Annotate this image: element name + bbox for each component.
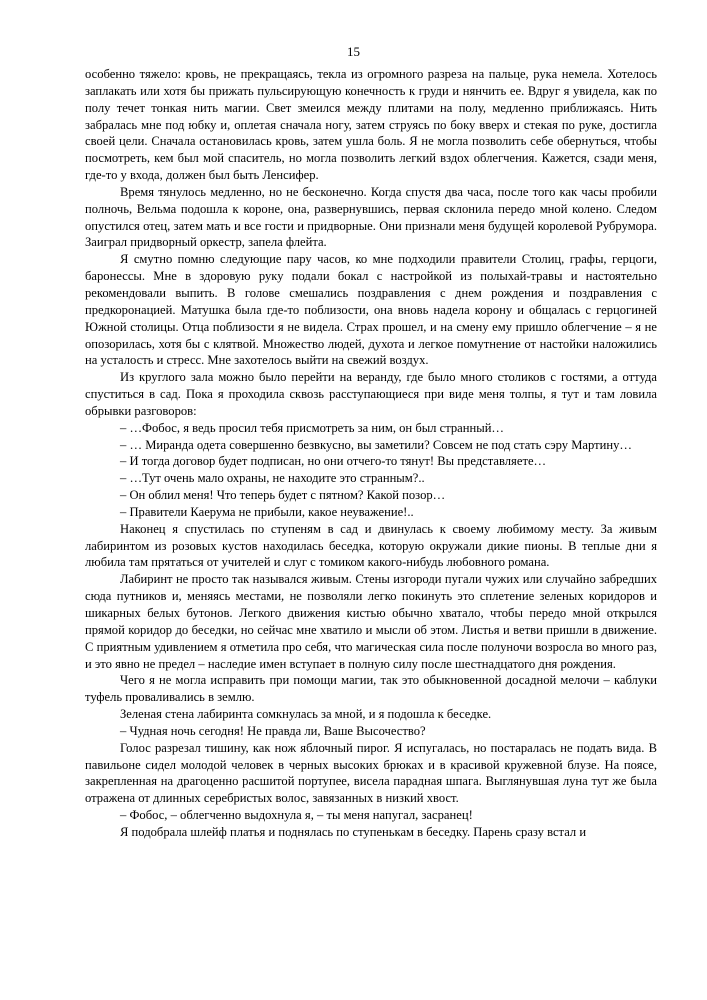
paragraph: Зеленая стена лабиринта сомкнулась за мной, и я подошла к беседке. (120, 707, 492, 722)
dialogue-line: – …Фобос, я ведь просил тебя присмотреть за ним, он был странный… (120, 420, 505, 435)
dialogue-line: – Фобос, – облегченно выдохнула я, – ты меня напугал, засранец! (120, 808, 473, 823)
dialogue-line: – Правители Каерума не прибыли, какое неуважение!.. (120, 504, 414, 519)
dialogue-line: – И тогда договор будет подписан, но они отчего-то тянут! Вы представляете… (120, 454, 547, 469)
paragraph: Наконец я спустилась по ступеням в сад и двинулась к своему любимому месту. За живым лабиринтом из розовых кустов находилась беседка, которую окружали дикие пионы. В теплые дни я любила там прятаться от учителей и слуг с томиком какого-нибудь любовного романа. (85, 521, 657, 570)
dialogue-line: – … Миранда одета совершенно безвкусно, вы заметили? Совсем не под стать сэру Мартину… (120, 437, 632, 452)
paragraph: Я смутно помню следующие пару часов, ко мне подходили правители Столиц, графы, герцоги, баронессы. Мне в здоровую руку подали бокал с настройкой из полыхай-травы и настоятельно рекомендовали выпить. В голове смешались поздравления с днем рождения и поздравления с предкоронацией. Матушка была где-то поблизости, она вновь надела корону и общалась с герцогиней Южной столицы. Отца поблизости я не видела. Страх прошел, и на смену ему пришло облегчение – я не опозорилась, хотя бы с клятвой. Множество людей, духота и легкое помутнение от настойки наложились на усталость и стресс. Мне захотелось выйти на свежий воздух. (85, 252, 657, 368)
body-text (85, 66, 657, 841)
dialogue-line: – …Тут очень мало охраны, не находите это странным?.. (120, 471, 425, 486)
paragraph: Лабиринт не просто так назывался живым. Стены изгороди пугали чужих или случайно забредших сюда путников и, меняясь местами, не позволяли легко покинуть это сплетение зеленых коридоров и шикарных белых бутонов. Легкого движения кистью обычно хватало, чтобы передо мной открылся прямой коридор до беседки, но сейчас мне хватило и мысли об этом. Листья и ветви пришли в движение. С приятным удивлением я отметила про себя, что магическая сила после полуночи возросла во много раз, и это явно не предел – наследие имен вступает в полную силу после шестнадцатого дня рождения. (85, 572, 657, 671)
dialogue-line: – Чудная ночь сегодня! Не правда ли, Ваше Высочество? (120, 723, 426, 738)
paragraph: Время тянулось медленно, но не бесконечно. Когда спустя два часа, после того как часы пробили полночь, Вельма подошла к короне, она, развернувшись, первая склонила передо мной колено. Следом опустился отец, затем мать и все гости и придворные. Они признали меня будущей королевой Рубрумора. Заиграл придворный оркестр, запела флейта. (85, 184, 657, 250)
paragraph: Голос разрезал тишину, как нож яблочный пирог. Я испугалась, но постаралась не подать вида. В павильоне сидел молодой человек в черных высоких брюках и в красивой кружевной блузе. На поясе, закрепленная на драгоценно расшитой портупее, висела парадная шпага. Выглянувшая луна тут же была отражена от длинных серебристых волос, завязанных в низкий хвост. (85, 740, 657, 806)
paragraph: Чего я не могла исправить при помощи магии, так это обыкновенной досадной мелочи – каблуки туфель проваливались в землю. (85, 673, 657, 705)
paragraph: особенно тяжело: кровь, не прекращаясь, текла из огромного разреза на пальце, рука немела. Хотелось заплакать или хотя бы прижать пульсирующую конечность к груди и нянчить ее. Вдруг я увидела, как по полу течет тонкая нить магии. Свет змеился между плитами на полу, медленно приближаясь. Нить забралась мне под юбку и, оплетая сначала ногу, затем струясь по боку вверх и стекая по руке, достигла своей цели. Сначала остановилась кровь, затем ушла боль. Я не могла позволить себе обернуться, чтобы посмотреть, кем был мой спаситель, но могла позволить легкий вздох облегчения. Кажется, сзади меня, где-то у входа, должен был быть Ленсифер. (85, 67, 657, 183)
paragraph: Из круглого зала можно было перейти на веранду, где было много столиков с гостями, а оттуда спуститься в сад. Пока я проходила сквозь расступающиеся при виде меня толпы, я тут и там ловила обрывки разговоров: (85, 370, 657, 418)
dialogue-line: – Он облил меня! Что теперь будет с пятном? Какой позор… (120, 488, 446, 503)
page-number: 15 (347, 44, 360, 59)
paragraph: Я подобрала шлейф платья и поднялась по ступенькам в беседку. Парень сразу встал и (120, 824, 587, 839)
